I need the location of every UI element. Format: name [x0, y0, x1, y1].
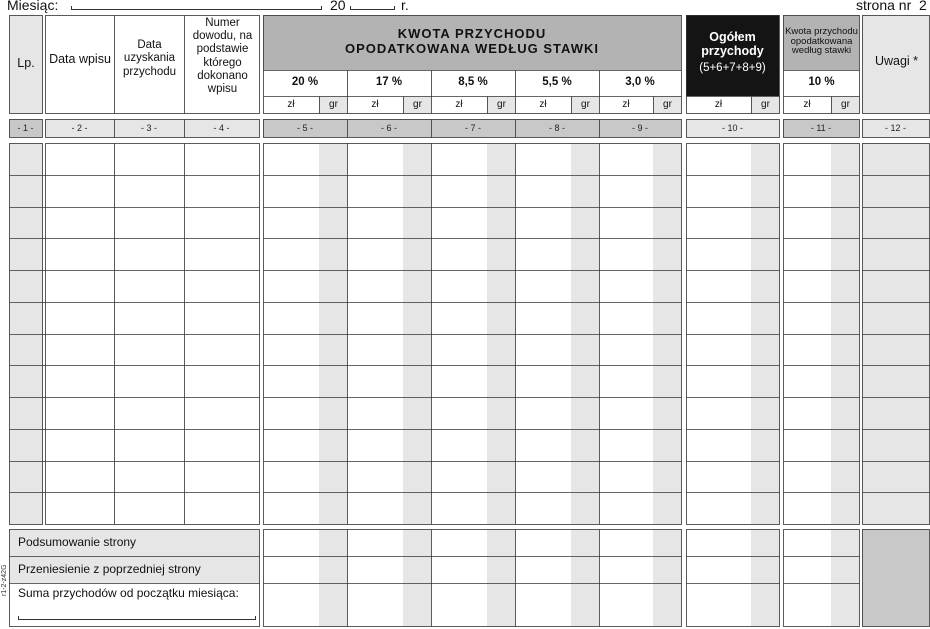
header-uwagi: Uwagi *	[874, 53, 919, 68]
header-rate-20: 20 %	[291, 76, 319, 89]
header-rate-17: 17 %	[375, 76, 403, 89]
header-lp: Lp.	[17, 55, 35, 70]
header-kwota-group: KWOTA PRZYCHODU OPODATKOWANA WEDŁUG STAWKI	[345, 25, 599, 56]
unit-gr-1: gr	[413, 99, 422, 111]
year-prefix: 20	[330, 0, 346, 13]
unit-gr-3: gr	[581, 99, 590, 111]
header-rate-5-5: 5,5 %	[542, 76, 572, 89]
unit-zl-6: zł	[803, 99, 811, 111]
page-label: strona nr	[856, 0, 912, 13]
column-number-5: - 5 -	[296, 122, 313, 133]
footer-podsumowanie: Podsumowanie strony	[18, 534, 137, 549]
column-number-8: - 8 -	[548, 122, 565, 133]
footer-suma: Suma przychodów od początku miesiąca:	[18, 586, 239, 601]
header-rate-10: 10 %	[808, 76, 835, 89]
unit-gr-6: gr	[841, 99, 850, 111]
column-number-1: - 1 -	[17, 122, 34, 133]
column-number-7: - 7 -	[464, 122, 481, 133]
unit-gr-0: gr	[329, 99, 338, 111]
unit-zl-4: zł	[622, 99, 630, 111]
uwagi-footer-bg	[862, 529, 929, 626]
unit-gr-4: gr	[663, 99, 672, 111]
header-kwota-10: Kwota przychodu opodatkowana według stawki	[785, 25, 858, 57]
footer-przeniesienie: Przeniesienie z poprzedniej strony	[18, 561, 201, 576]
suma-field[interactable]	[18, 619, 256, 620]
header-ogolem-formula: (5+6+7+8+9)	[699, 62, 766, 75]
unit-zl-3: zł	[539, 99, 547, 111]
column-number-10: - 10 -	[721, 122, 743, 133]
unit-gr-2: gr	[497, 99, 506, 111]
header-rate-8-5: 8,5 %	[458, 76, 488, 89]
unit-zl-2: zł	[455, 99, 463, 111]
page-number: 2	[919, 0, 927, 13]
unit-zl-1: zł	[371, 99, 379, 111]
column-number-11: - 11 -	[810, 122, 832, 133]
header-data-wpisu: Data wpisu	[49, 51, 111, 66]
column-number-9: - 9 -	[631, 122, 648, 133]
column-number-4: - 4 -	[213, 122, 230, 133]
column-number-2: - 2 -	[71, 122, 88, 133]
month-label: Miesiąc:	[7, 0, 59, 13]
unit-gr-5: gr	[761, 99, 770, 111]
form-code: r1-2-z42G	[1, 564, 8, 596]
header-data-uzyskania: Data uzyskania przychodu	[122, 39, 177, 78]
unit-zl-5: zł	[714, 99, 723, 111]
year-suffix: r.	[401, 0, 409, 13]
column-number-6: - 6 -	[380, 122, 397, 133]
header-ogolem-title: Ogółem przychody	[701, 29, 764, 58]
column-number-12: - 12 -	[884, 122, 906, 133]
header-rate-3-0: 3,0 %	[625, 76, 655, 89]
column-number-3: - 3 -	[140, 122, 157, 133]
header-numer-dowodu: Numer dowodu, na podstawie którego dokonano wpisu	[192, 17, 253, 96]
unit-zl-0: zł	[287, 99, 295, 111]
